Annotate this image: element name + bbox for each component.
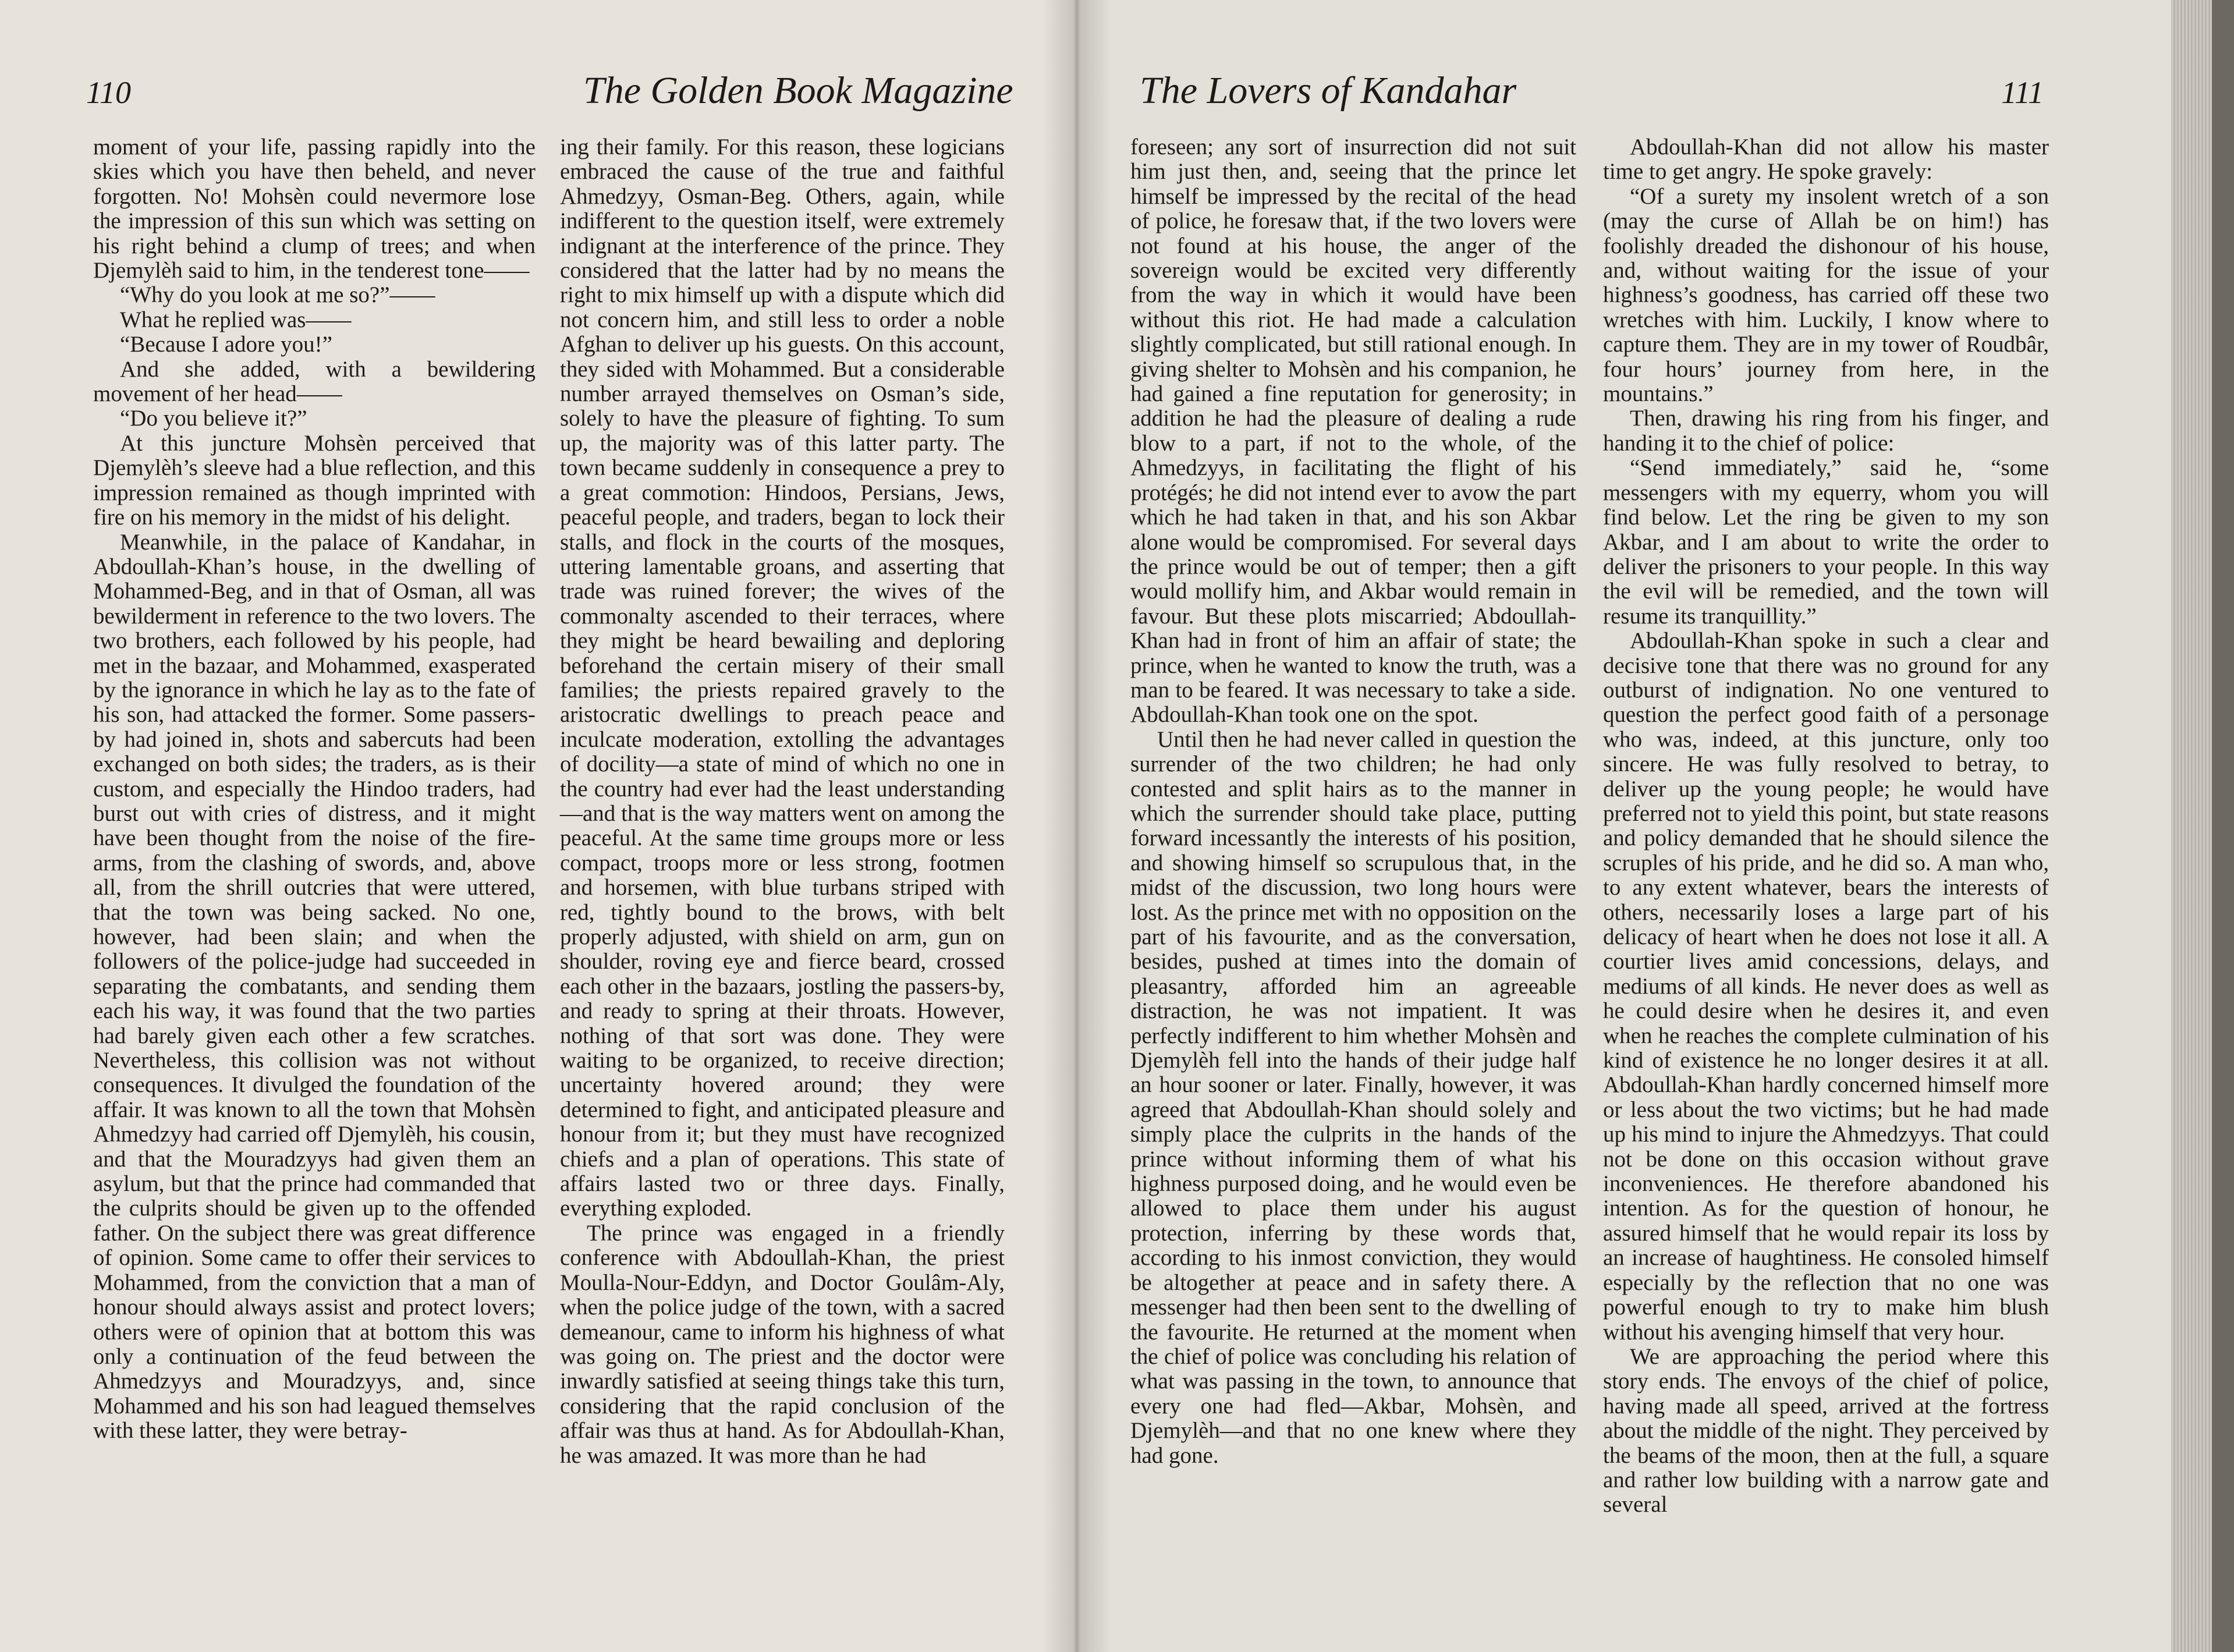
paragraph: Abdoullah-Khan spoke in such a clear and decisive tone that there was no ground for any outburst of indignation. No one ventured to question the perfect good faith of a personage who was, indeed, at this juncture, only too sincere. He was fully resolved to betray, to deliver up the young people; he would have preferred not to yield this point, but state reasons and policy demanded that he should silence the scruples of his pride, and he did so. A man who, to any extent whatever, bears the interests of others, necessarily loses a large part of his delicacy of heart when he does not lose it all. A courtier lives amid concessions, delays, and mediums of all kinds. He never does as well as he could desire when he desires it, and even when he reaches the complete culmination of his kind of existence he no longer desires it at all. Abdoullah-Khan hardly concerned himself more or less about the two victims; but he had made up his mind to injure the Ahmedzyys. That could not be done on this occasion without grave inconveniences. He therefore abandoned his intention. As for the question of honour, he assured himself that he would repair its loss by an increase of haughtiness. He consoled himself especially by the reflection that no one was powerful enough to try to make him blush without his avenging himself that very hour. (1603, 628, 2049, 1345)
paragraph: At this juncture Mohsèn perceived that Djemylèh’s sleeve had a blue reflection, and this impression remained as though imprinted with fire on his memory in the midst of his delight. (93, 430, 536, 530)
right-column-2 (1603, 135, 2049, 1518)
paragraph: The prince was engaged in a friendly conference with Abdoullah-Khan, the priest Moulla-Nour-Eddyn, and Doctor Goulâm-Aly, when the police judge of the town, with a sacred demeanour, came to inform his highness of what was going on. The priest and the doctor were inwardly satisfied at seeing things take this turn, considering that the rapid conclusion of the affair was thus at hand. As for Abdoullah-Khan, he was amazed. It was more than he had (560, 1220, 1005, 1468)
paragraph: ing their family. For this reason, these logicians embraced the cause of the true and faithful Ahmedzyy, Osman-Beg. Others, again, while indifferent to the question itself, were extremely indignant at the interference of the prince. They considered that the latter had by no means the right to mix himself up with a dispute which did not concern him, and still less to order a noble Afghan to deliver up his guests. On this account, they sided with Mohammed. But a considerable number arrayed themselves on Osman’s side, solely to have the pleasure of fighting. To sum up, the majority was of this latter party. The town became suddenly in consequence a prey to a great commotion: Hindoos, Persians, Jews, peaceful people, and traders, began to lock their stalls, and flock in the courts of the mosques, uttering lamentable groans, and asserting that trade was ruined forever; the wives of the commonalty ascended to their terraces, where they might be heard bewailing and deploring beforehand the certain misery of their small families; the priests repaired gravely to the aristocratic dwellings to preach peace and inculcate moderation, extolling the advantages of docility—a state of mind of which no one in the country had ever had the least understanding—and that is the way matters went on among the peaceful. At the same time groups more or less compact, troops more or less strong, footmen and horsemen, with blue turbans striped with red, tightly bound to the brows, with belt properly adjusted, with shield on arm, gun on shoulder, roving eye and fierce beard, crossed each other in the bazaars, jostling the passers-by, and ready to spring at their throats. However, nothing of that sort was done. They were waiting to be organized, to receive direction; uncertainty hovered around; they were determined to fight, and anticipated pleasure and honour from it; but they must have recognized chiefs and a plan of operations. This state of affairs lasted two or three days. Finally, everything exploded. (560, 134, 1005, 1221)
paragraph: “Because I adore you!” (120, 332, 332, 357)
paragraph: Then, drawing his ring from his finger, and handing it to the chief of police: (1603, 406, 2049, 456)
right-column-1 (1130, 135, 1576, 1468)
paragraph: “Send immediately,” said he, “some messengers with my equerry, whom you will find below. Let the ring be given to my son Akbar, and I am about to write the order to deliver the prisoners to your people. In this way the evil will be remedied, and the town will resume its tranquillity.” (1603, 455, 2049, 629)
paragraph: Meanwhile, in the palace of Kandahar, in Abdoullah-Khan’s house, in the dwelling of Mohammed-Beg, and in that of Osman, all was bewilderment in reference to the two lovers. The two brothers, each followed by his people, had met in the bazaar, and Mohammed, exasperated by the ignorance in which he lay as to the fate of his son, had attacked the former. Some passers-by had joined in, shots and sabercuts had been exchanged on both sides; the traders, as is their custom, and especially the Hindoo traders, had burst out with cries of distress, and it might have been thought from the noise of the fire-arms, from the clashing of swords, and, above all, from the shrill outcries that were uttered, that the town was being sacked. No one, however, had been slain; and when the followers of the police-judge had succeeded in separating the combatants, and sending them each his way, it was found that the two parties had barely given each other a few scratches. Nevertheless, this collision was not without consequences. It divulged the foundation of the affair. It was known to all the town that Mohsèn Ahmedzyy had carried off Djemylèh, his cousin, and that the Mouradzyys had given them an asylum, but that the prince had commanded that the culprits should be given up to the offended father. On the subject there was great difference of opinion. Some came to offer their services to Mohammed, from the conviction that a man of honour should always assist and protect lovers; others were of opinion that at bottom this was only a continuation of the feud between the Ahmedzyys and Mouradzyys, and, since Mohammed and his son had leagued themselves with these latter, they were betray- (93, 529, 536, 1444)
book-cover-edge (2212, 0, 2234, 1652)
paragraph: “Do you believe it?” (120, 406, 307, 431)
paragraph: “Of a surety my insolent wretch of a son (may the curse of Allah be on him!) has foolishly dreaded the dishonour of his house, and, without waiting for the issue of your highness’s goodness, has carried off these two wretches with him. Luckily, I know where to capture them. They are in my tower of Roudbâr, four hours’ journey from here, in the mountains.” (1603, 183, 2049, 407)
left-page (0, 0, 1077, 1652)
left-column-2 (560, 135, 1005, 1468)
paragraph: Abdoullah-Khan did not allow his master time to get angry. He spoke gravely: (1603, 134, 2049, 185)
page-number-right: 111 (2001, 75, 2044, 110)
right-page (1077, 0, 2171, 1652)
paragraph: moment of your life, passing rapidly into the skies which you have then beheld, and never forgotten. No! Mohsèn could nevermore lose the impression of this sun which was setting on his right behind a clump of trees; and when Djemylèh said to him, in the tenderest tone—— (93, 134, 536, 283)
paragraph: “Why do you look at me so?”—— (120, 282, 435, 308)
running-head-left: The Golden Book Magazine (583, 69, 1013, 112)
paragraph: And she added, with a bewildering movement of her head—— (93, 356, 536, 407)
book-gutter (1042, 0, 1112, 1652)
left-column-1 (93, 135, 536, 1444)
paragraph: What he replied was—— (120, 307, 352, 332)
paragraph: foreseen; any sort of insurrection did not suit him just then, and, seeing that the prince let himself be impressed by the recital of the head of police, he foresaw that, if the two lovers were not found at his house, the anger of the sovereign would be excited very differently from the way in which it would have been without this riot. He had made a calculation slightly complicated, but still rational enough. In giving shelter to Mohsèn and his companion, he had gained a fine reputation for generosity; in addition he had the pleasure of dealing a rude blow to a part, if not to the whole, of the Ahmedzyys, in facilitating the flight of his protégés; he did not intend ever to avow the part which he had taken in that, and his son Akbar alone would be compromised. For several days the prince would be out of temper; then a gift would mollify him, and Akbar would remain in favour. But these plots miscarried; Abdoullah-Khan had in front of him an affair of state; the prince, when he wanted to know the truth, was a man to be feared. It was necessary to take a side. Abdoullah-Khan took one on the spot. (1130, 134, 1576, 728)
running-head-right: The Lovers of Kandahar (1140, 69, 1517, 112)
paragraph: We are approaching the period where this story ends. The envoys of the chief of police, having made all speed, arrived at the fortress about the middle of the night. They perceived by the beams of the moon, then at the full, a square and rather low building with a narrow gate and several (1603, 1343, 2049, 1518)
paragraph: Until then he had never called in question the surrender of the two children; he had only contested and split hairs as to the manner in which the surrender should take place, putting forward incessantly the interests of his position, and showing himself so scrupulous that, in the midst of the discussion, two long hours were lost. As the prince met with no opposition on the part of his favourite, and as the conversation, besides, pushed at times into the domain of pleasantry, afforded him an agreeable distraction, he was not impatient. It was perfectly indifferent to him whether Mohsèn and Djemylèh fell into the hands of their judge half an hour sooner or later. Finally, however, it was agreed that Abdoullah-Khan should solely and simply place the culprits in the hands of the prince without informing them of what his highness purposed doing, and he would even be allowed to place them under his august protection, inferring by these words that, according to his inmost conviction, they would be altogether at peace and in safety there. A messenger had then been sent to the dwelling of the favourite. He returned at the moment when the chief of police was concluding his relation of what was passing in the town, to announce that every one had fled—Akbar, Mohsèn, and Djemylèh—and that no one knew where they had gone. (1130, 726, 1576, 1468)
page-number-left: 110 (86, 75, 131, 110)
